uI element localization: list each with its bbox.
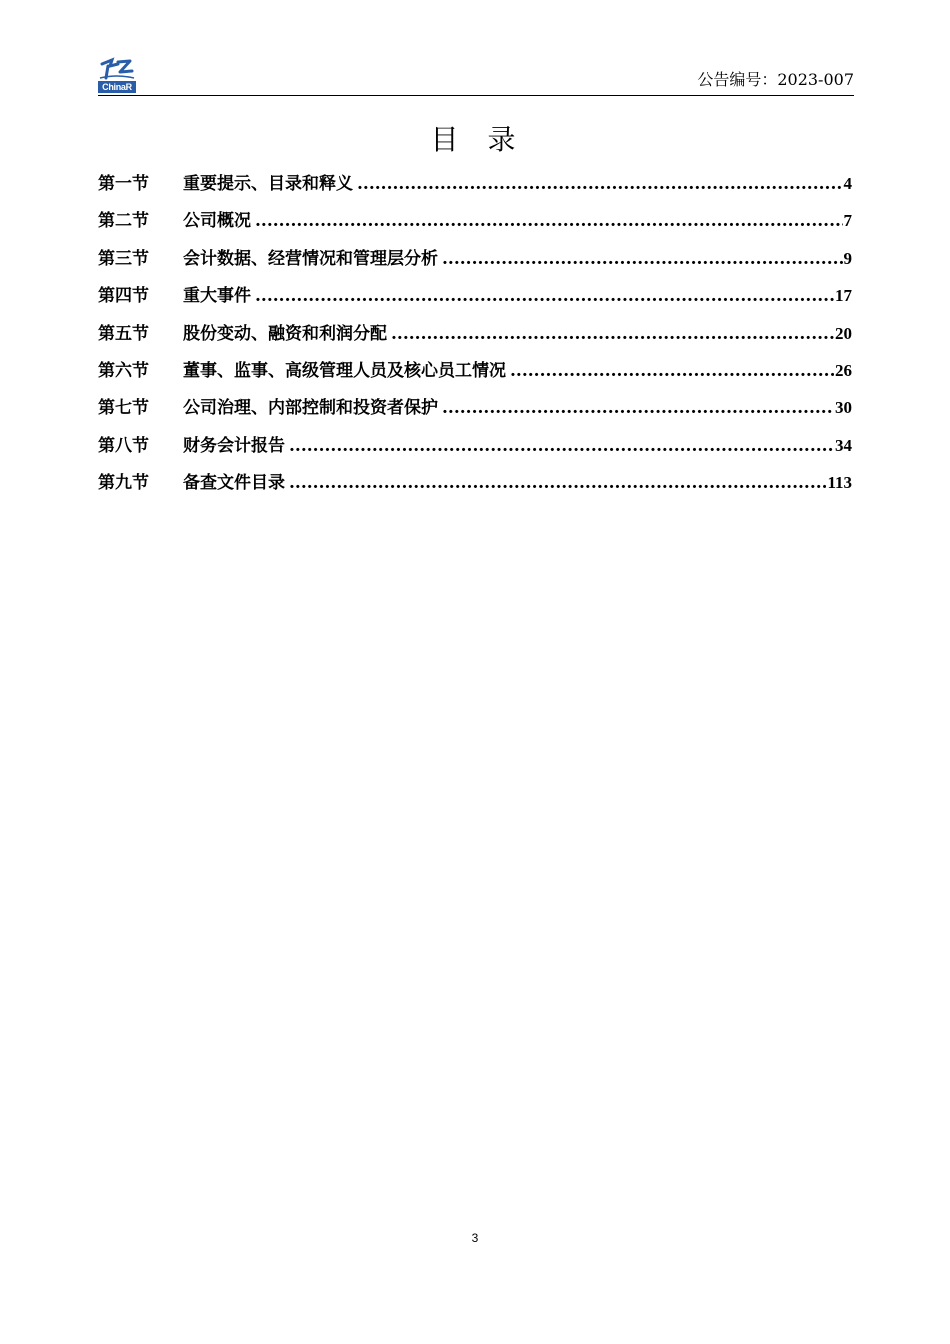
toc-section-title: 重大事件 — [183, 286, 251, 307]
company-logo — [98, 56, 136, 94]
toc-section-title: 财务会计报告 — [183, 435, 285, 456]
toc-entry[interactable] — [98, 207, 852, 244]
toc-page-number: 26 — [835, 360, 852, 380]
toc-section-number: 第六节 — [98, 360, 149, 381]
toc-leader-dots — [510, 357, 834, 385]
toc-title: 目 录 — [430, 123, 526, 156]
toc-page-number: 34 — [835, 435, 852, 455]
announcement-number: 公告编号：2023-007 — [697, 70, 854, 89]
toc-section-number: 第五节 — [98, 323, 149, 344]
toc-leader-dots — [442, 245, 843, 273]
toc-page-number: 30 — [835, 398, 852, 418]
toc-leader-dots — [442, 394, 834, 422]
toc-entry[interactable] — [98, 394, 852, 431]
page-header — [98, 56, 854, 96]
toc-section-title: 公司概况 — [183, 211, 251, 232]
toc-leader-dots — [289, 432, 834, 460]
toc-section-title: 重要提示、目录和释义 — [183, 174, 353, 194]
logo-mark-icon — [98, 56, 136, 82]
toc-page-number: 17 — [835, 286, 852, 306]
toc-section-number: 第七节 — [98, 398, 149, 419]
toc-leader-dots — [289, 469, 826, 497]
toc-page-number: 9 — [843, 248, 852, 268]
toc-section-title: 公司治理、内部控制和投资者保护 — [183, 398, 438, 419]
toc-leader-dots — [357, 170, 843, 198]
toc-page-number: 4 — [843, 174, 852, 193]
toc-section-title: 股份变动、融资和利润分配 — [183, 323, 387, 344]
toc-section-title: 董事、监事、高级管理人员及核心员工情况 — [183, 360, 506, 381]
toc-page-number: 113 — [827, 473, 852, 493]
toc-section-number: 第一节 — [98, 174, 149, 194]
page-number: 3 — [471, 1231, 479, 1245]
toc-page-number: 20 — [835, 323, 852, 343]
toc-leader-dots — [255, 207, 843, 235]
toc-leader-dots — [255, 282, 834, 310]
toc-entry[interactable] — [98, 357, 852, 394]
toc-section-number: 第九节 — [98, 473, 149, 494]
toc-section-title: 会计数据、经营情况和管理层分析 — [183, 248, 438, 269]
toc-entry[interactable] — [98, 469, 852, 506]
toc-entry[interactable] — [98, 282, 852, 319]
toc-section-number: 第八节 — [98, 435, 149, 456]
table-of-contents — [98, 170, 852, 507]
toc-entry[interactable] — [98, 320, 852, 357]
toc-section-number: 第三节 — [98, 248, 149, 269]
toc-section-number: 第二节 — [98, 211, 149, 232]
toc-section-number: 第四节 — [98, 286, 149, 307]
toc-entry[interactable] — [98, 170, 852, 207]
toc-leader-dots — [391, 320, 834, 348]
toc-entry[interactable] — [98, 432, 852, 469]
toc-page-number: 7 — [843, 211, 852, 231]
toc-entry[interactable] — [98, 245, 852, 282]
logo-text: ChinaR — [98, 81, 136, 93]
toc-section-title: 备查文件目录 — [183, 473, 285, 494]
